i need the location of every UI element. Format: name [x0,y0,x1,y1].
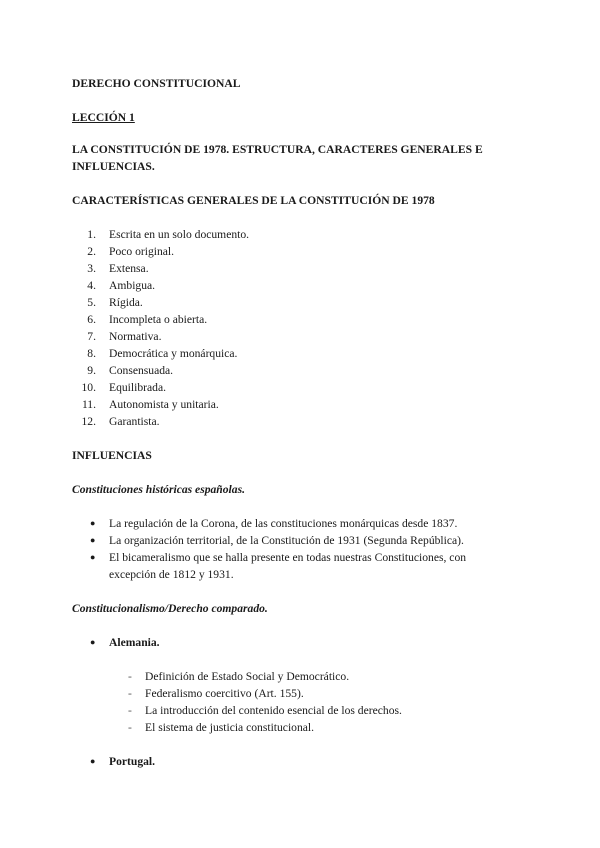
bullet-icon: ● [90,518,96,528]
list-item: Ambigua. [109,279,156,292]
list-item: Garantista. [109,415,160,428]
list-item: La introducción del contenido esencial de los derechos. [145,704,402,717]
list-item: Autonomista y unitaria. [109,398,219,411]
list-item: Consensuada. [109,364,174,377]
lesson-title-line-2: INFLUENCIAS. [72,160,155,173]
list-number: 8. [87,347,96,360]
list-number: 3. [87,262,96,275]
dash-icon: - [128,721,132,734]
list-item: Definición de Estado Social y Democrático. [145,670,350,683]
portugal-heading: Portugal. [109,755,156,768]
bullet-icon: ● [90,756,96,766]
list-item: El bicameralismo que se halla presente en todas nuestras Constituciones, con [109,551,467,564]
list-number: 12. [81,415,96,428]
bullet-icon: ● [90,637,96,647]
list-item: Democrática y monárquica. [109,347,238,360]
list-item: Equilibrada. [109,381,166,394]
list-item: Incompleta o abierta. [109,313,208,326]
list-item: La organización territorial, de la Constitución de 1931 (Segunda República). [109,534,464,547]
bullet-icon: ● [90,535,96,545]
list-item: El sistema de justicia constitucional. [145,721,315,734]
dash-icon: - [128,704,132,717]
bullet-icon: ● [90,552,96,562]
list-item: Escrita en un solo documento. [109,228,250,241]
list-item: Normativa. [109,330,162,343]
document-title: DERECHO CONSTITUCIONAL [72,77,241,90]
list-item: Federalismo coercitivo (Art. 155). [145,687,304,700]
list-number: 4. [87,279,96,292]
list-item: Rígida. [109,296,143,309]
germany-heading: Alemania. [109,636,160,649]
list-item: La regulación de la Corona, de las constituciones monárquicas desde 1837. [109,517,458,530]
dash-icon: - [128,687,132,700]
list-number: 10. [81,381,96,394]
list-number: 11. [81,398,96,411]
characteristics-heading: CARACTERÍSTICAS GENERALES DE LA CONSTITUCIÓN DE 1978 [72,194,435,207]
list-item: Extensa. [109,262,149,275]
list-number: 5. [87,296,96,309]
list-number: 7. [87,330,96,343]
list-item: Poco original. [109,245,175,258]
list-number: 1. [87,228,96,241]
list-number: 6. [87,313,96,326]
list-item-continuation: excepción de 1812 y 1931. [109,568,234,581]
lesson-label: LECCIÓN 1 [72,111,135,124]
list-number: 2. [87,245,96,258]
dash-icon: - [128,670,132,683]
lesson-title-line-1: LA CONSTITUCIÓN DE 1978. ESTRUCTURA, CARACTERES GENERALES E [72,143,483,156]
list-number: 9. [87,364,96,377]
historical-heading: Constituciones históricas españolas. [72,483,245,496]
comparative-heading: Constitucionalismo/Derecho comparado. [72,602,268,615]
influences-heading: INFLUENCIAS [72,449,152,462]
